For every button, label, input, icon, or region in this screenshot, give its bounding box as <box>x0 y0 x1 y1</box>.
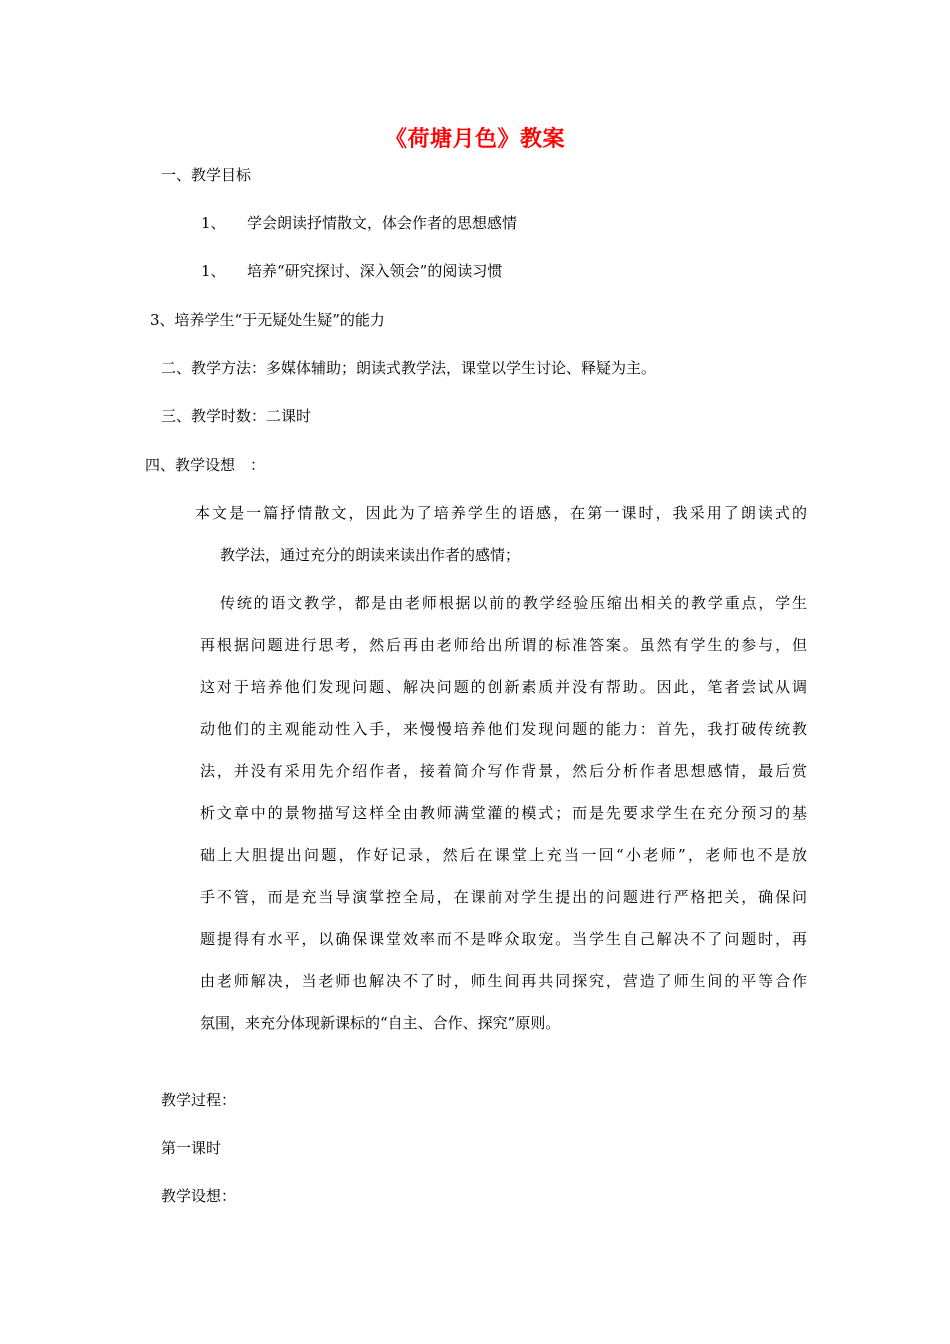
paragraph-line: 由老师解决，当老师也解决不了时，师生间再共同探究，营造了师生间的平等合作 <box>200 972 807 990</box>
goal-item-2-text: 培养“研究探讨、深入领会”的阅读习惯 <box>247 262 503 280</box>
paragraph-line: 这对于培养他们发现问题、解决问题的创新素质并没有帮助。因此，笔者尝试从调 <box>200 678 807 696</box>
section-heading-design: 四、教学设想 ： <box>145 456 266 474</box>
design-paragraph-2 <box>200 593 807 1033</box>
lesson-design-heading: 教学设想： <box>161 1187 237 1205</box>
paragraph-line: 动他们的主观能动性入手，来慢慢培养他们发现问题的能力：首先，我打破传统教 <box>200 720 807 738</box>
paragraph-line: 氛围，来充分体现新课标的“自主、合作、探究”原则。 <box>200 1014 561 1032</box>
goal-item-1-text: 学会朗读抒情散文，体会作者的思想感情 <box>247 214 518 232</box>
section-hours: 三、教学时数：二课时 <box>161 407 312 425</box>
paragraph-line: 析文章中的景物描写这样全由教师满堂灌的模式；而是先要求学生在充分预习的基 <box>200 804 807 822</box>
section-methods: 二、教学方法：多媒体辅助；朗读式教学法，课堂以学生讨论、释疑为主。 <box>161 359 657 377</box>
paragraph-line: 题提得有水平，以确保课堂效率而不是哗众取宠。当学生自己解决不了问题时，再 <box>200 930 807 948</box>
paragraph-line: 础上大胆提出问题，作好记录，然后在课堂上充当一回“小老师”，老师也不是放 <box>200 846 807 864</box>
goal-item-1-number: 1、 <box>201 214 226 232</box>
goal-item-3: 3、培养学生“于无疑处生疑”的能力 <box>150 311 385 329</box>
paragraph-line: 再根据问题进行思考，然后再由老师给出所谓的标准答案。虽然有学生的参与，但 <box>200 636 807 654</box>
paragraph-line: 手不管，而是充当导演掌控全局，在课前对学生提出的问题进行严格把关，确保问 <box>200 888 807 906</box>
paragraph-line: 传统的语文教学，都是由老师根据以前的教学经验压缩出相关的教学重点，学生 <box>220 594 807 612</box>
paragraph-line: 法，并没有采用先介绍作者，接着简介写作背景，然后分析作者思想感情，最后赏 <box>200 762 807 780</box>
document-title: 《荷塘月色》教案 <box>384 126 565 152</box>
goal-item-2-number: 1、 <box>201 262 226 280</box>
lesson-heading: 第一课时 <box>161 1139 222 1157</box>
section-heading-goals: 一、教学目标 <box>161 166 252 184</box>
design-paragraph-1 <box>195 503 807 565</box>
process-heading: 教学过程： <box>161 1091 237 1109</box>
paragraph-line: 本文是一篇抒情散文，因此为了培养学生的语感，在第一课时，我采用了朗读式的 <box>195 504 807 522</box>
goal-item-1 <box>201 213 517 233</box>
goal-item-2 <box>201 261 502 281</box>
paragraph-line: 教学法，通过充分的朗读来读出作者的感情； <box>220 546 521 564</box>
